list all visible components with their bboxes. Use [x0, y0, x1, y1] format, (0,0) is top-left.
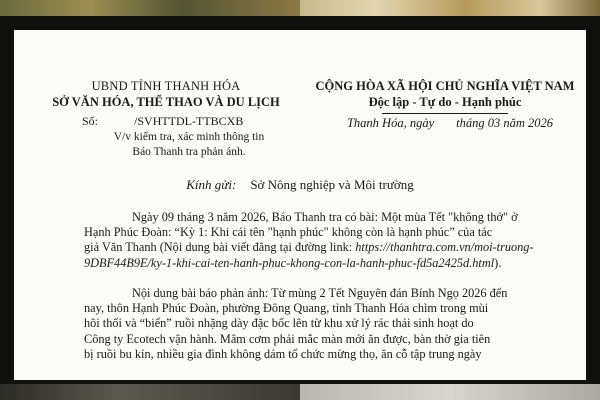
body-paragraph-1 [84, 210, 554, 271]
official-letter-document [14, 30, 586, 380]
paragraph-1-line-3-text: giả Văn Thanh (Nội dung bài viết đăng tại đường link: [84, 240, 356, 255]
recipient-name: Sở Nông nghiệp và Môi trường [250, 177, 414, 192]
document-number [82, 114, 243, 129]
document-subject [84, 130, 294, 160]
document-number-label: Số: [82, 114, 99, 128]
paragraph-1-line-3 [84, 240, 554, 255]
national-motto: Độc lập - Tự do - Hạnh phúc [368, 95, 522, 109]
paragraph-2-line-4: Công ty Ecotech vận hành. Mâm cơm phải mắc màn mới ăn được, bàn thờ gia tiên [84, 331, 491, 346]
national-motto-header [304, 78, 586, 110]
body-paragraph-2 [84, 286, 554, 362]
paragraph-1-line-4 [84, 256, 554, 271]
paragraph-2-line-5: bị ruồi bu kín, nhiều gia đình không dám tổ chức mừng thọ, ăn cỗ tập trung ngày [84, 346, 482, 361]
agency-name: SỞ VĂN HÓA, THỂ THAO VÀ DU LỊCH [52, 95, 280, 109]
background-photo-bottom-right [300, 384, 600, 400]
place-date-part-2: tháng 03 năm 2026 [456, 116, 554, 130]
paragraph-1-line-1: Ngày 09 tháng 3 năm 2026, Báo Thanh tra có bài: Một mùa Tết "không thở" ở [132, 210, 518, 224]
document-number-code: /SVHTTDL-TTBCXB [134, 114, 244, 128]
background-photo-bottom-left [0, 384, 300, 400]
bottom-photo-strip [0, 384, 600, 400]
issuing-agency-header [36, 78, 296, 110]
recipient-label: Kính gửi: [186, 177, 237, 192]
subject-line-1: V/v kiểm tra, xác minh thông tin [113, 131, 265, 143]
subject-line-2: Báo Thanh tra phản ánh. [132, 146, 246, 158]
top-photo-strip [0, 0, 600, 16]
paragraph-2-line-2: nay, thôn Hạnh Phúc Đoàn, phường Đông Quang, tỉnh Thanh Hóa chìm trong mùi [84, 301, 489, 316]
article-link-part-1[interactable]: https://thanhtra.com.vn/moi-truong- [355, 240, 534, 255]
place-and-date [314, 116, 586, 131]
article-link-part-2[interactable]: 9DBF44B9E/ky-1-khi-cai-ten-hanh-phuc-khong-con-la-hanh-phuc-fd5a2425d.html [84, 255, 495, 270]
paragraph-2-line-3: hôi thối và “biển” ruồi nhặng dày đặc bốc lên từ khu xử lý rác thải sinh hoạt do [84, 316, 474, 331]
country-name: CỘNG HÒA XÃ HỘI CHỦ NGHĨA VIỆT NAM [315, 79, 575, 93]
paragraph-1-line-2: Hạnh Phúc Đoàn: “Kỳ 1: Khi cái tên "hạnh phúc" không còn là hạnh phúc” của tác [84, 225, 493, 240]
recipient-line [14, 177, 586, 193]
paragraph-1-line-4-text: ). [494, 255, 502, 270]
motto-underline [382, 113, 508, 114]
background-photo-left [0, 0, 300, 16]
place-date-part-1: Thanh Hóa, ngày [346, 116, 435, 130]
paragraph-2-line-1: Nội dung bài báo phản ánh: Từ mùng 2 Tết Nguyên đán Bính Ngọ 2026 đến [132, 286, 508, 300]
agency-parent: UBND TỈNH THANH HÓA [91, 79, 241, 93]
background-photo-right [300, 0, 600, 16]
